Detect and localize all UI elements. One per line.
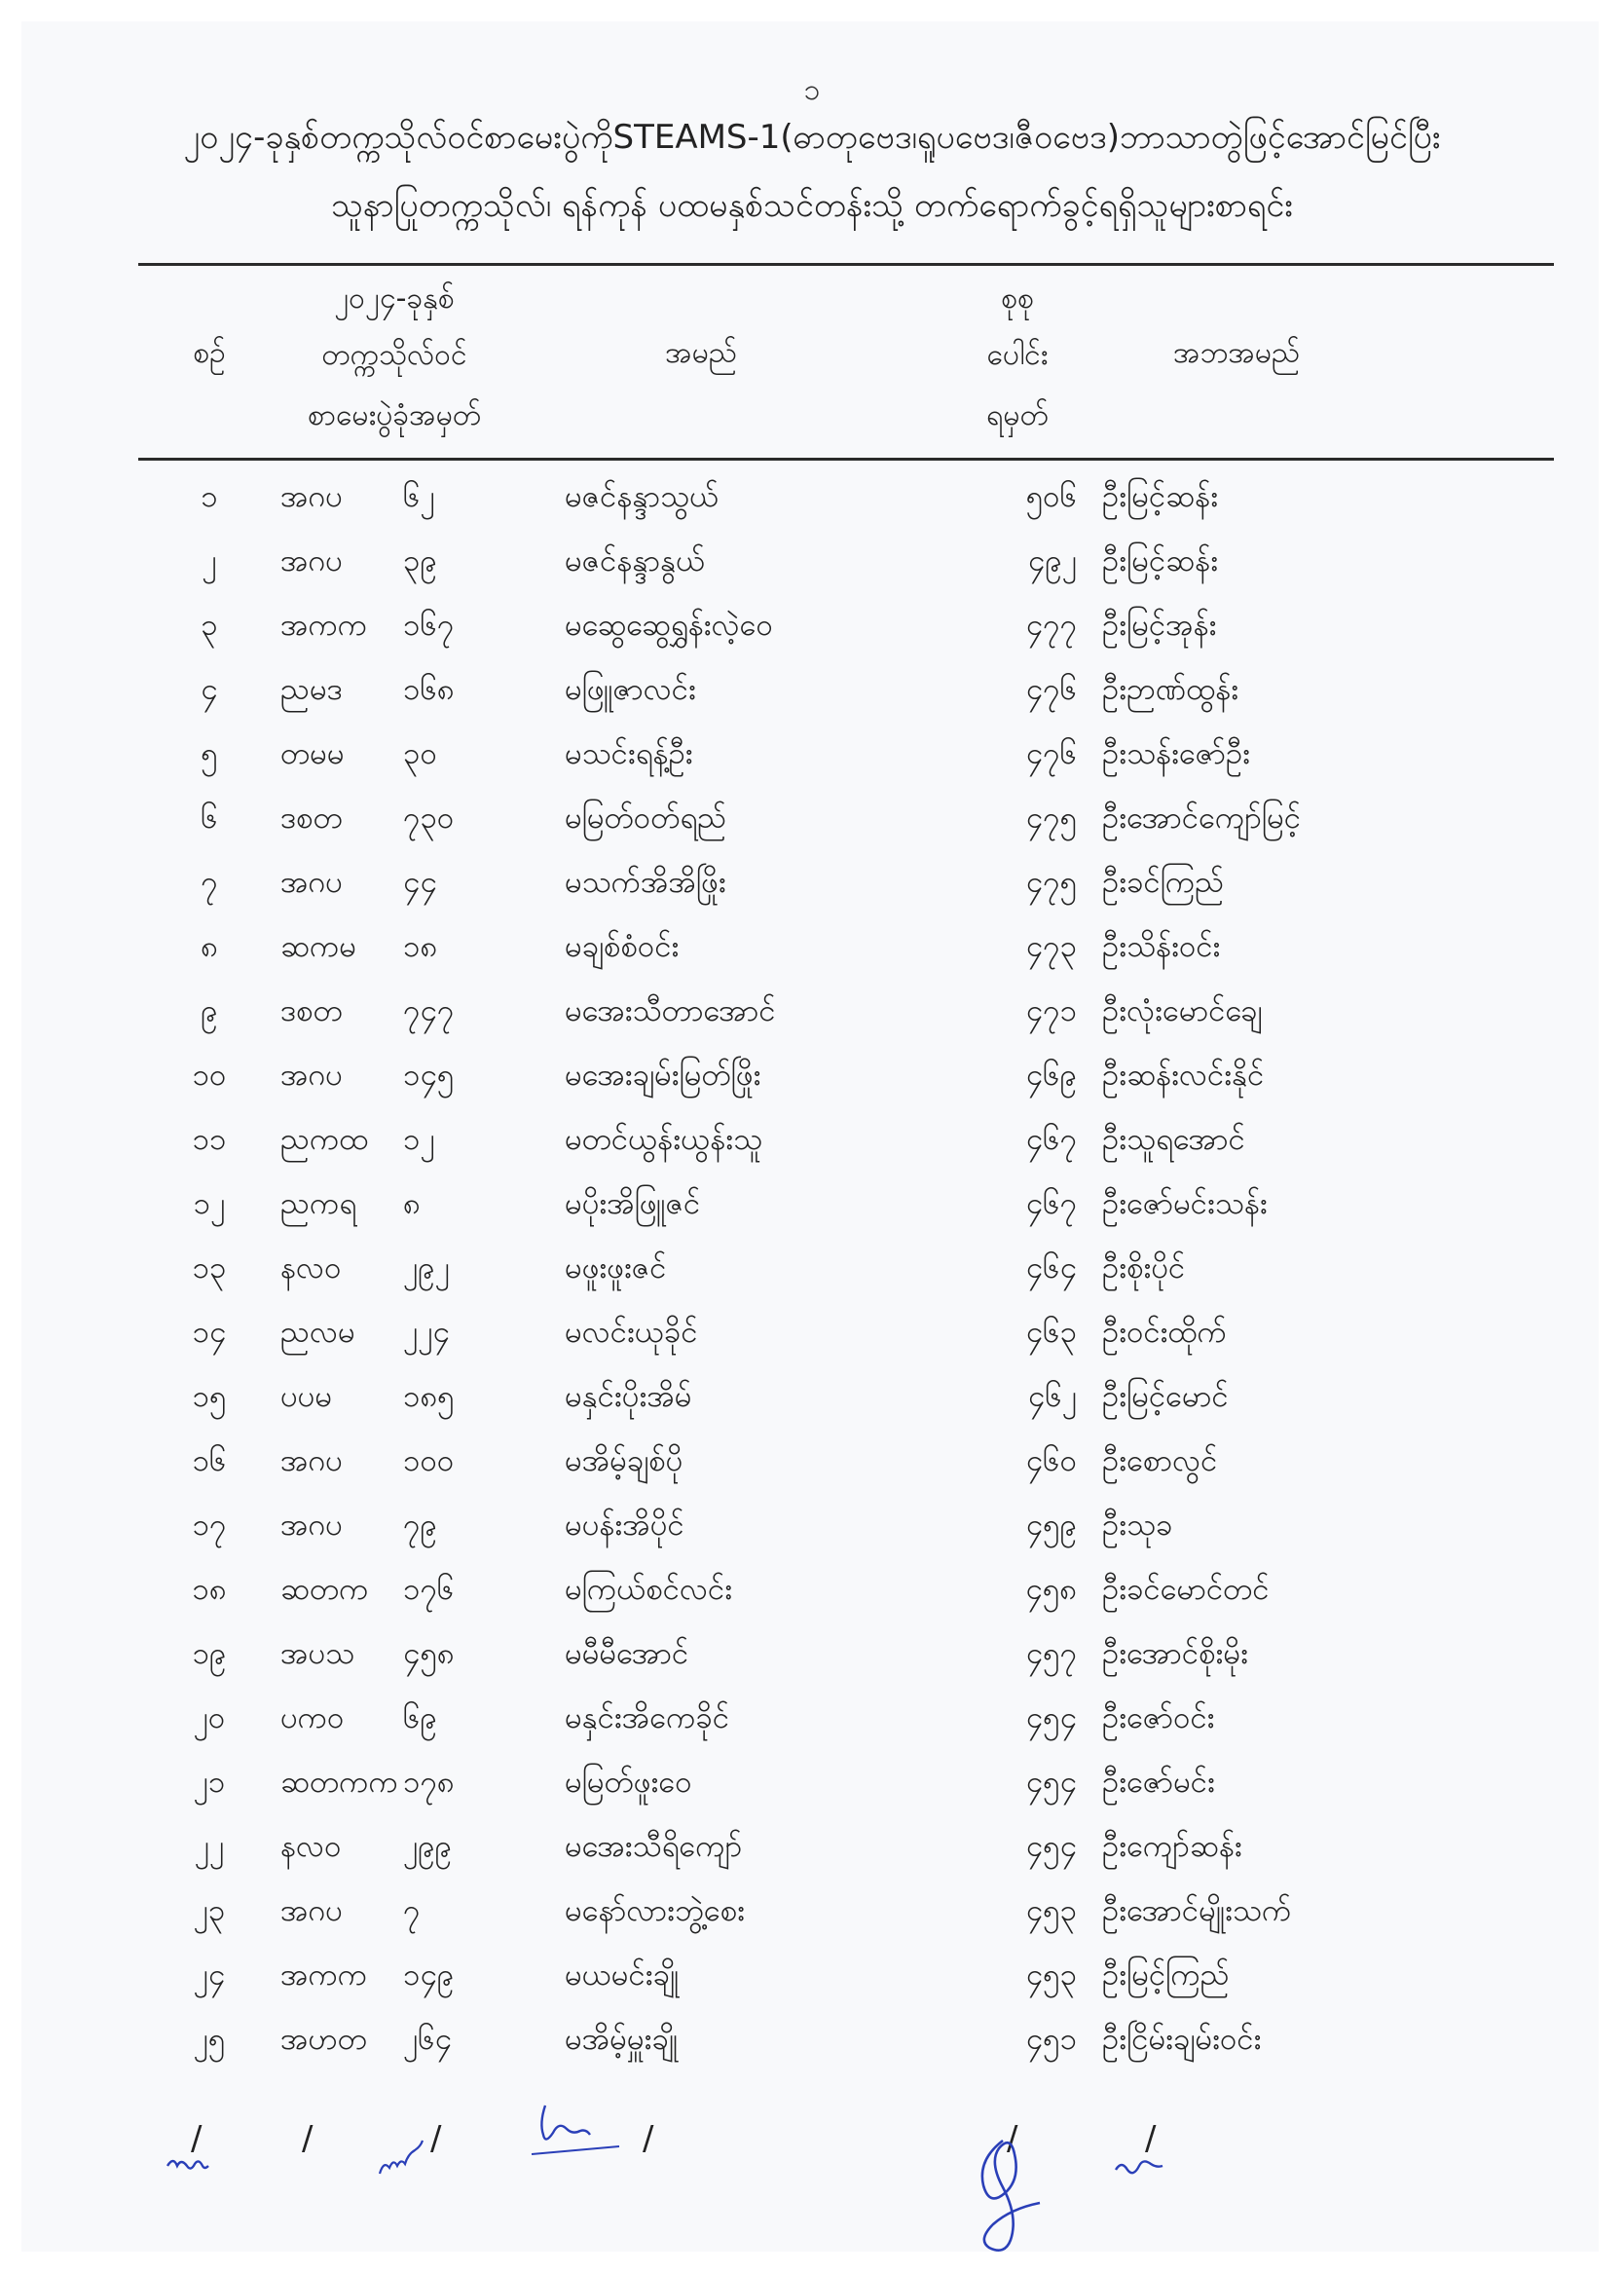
exam-center-code: အဂပ xyxy=(280,479,343,514)
table-row xyxy=(0,1237,1624,1301)
father-name: ဦးသုခ xyxy=(1102,1508,1173,1543)
total-score: ၄၇၆ xyxy=(1025,672,1077,707)
exam-seat-number: ၁၀၀ xyxy=(403,1443,455,1478)
serial-number: ၃ xyxy=(201,608,218,643)
serial-number: ၂၀ xyxy=(193,1700,226,1735)
student-name: မတင်ယွန်းယွန်းသူ xyxy=(565,1122,763,1157)
father-name: ဦးအောင်ကျော်မြင့် xyxy=(1102,801,1302,836)
serial-number: ၂၂ xyxy=(194,1829,225,1864)
exam-seat-number: ၁၈ xyxy=(403,929,438,964)
total-score: ၄၅၉ xyxy=(1025,1508,1077,1543)
exam-seat-number: ၁၄၅ xyxy=(403,1058,455,1093)
total-score: ၄၇၃ xyxy=(1025,929,1077,964)
header-score-line2: ပေါင်း xyxy=(986,338,1049,372)
total-score: ၄၅၈ xyxy=(1025,1572,1077,1607)
exam-seat-number: ၇၉ xyxy=(403,1508,437,1543)
student-name: မအေးချမ်းမြတ်ဖြိုး xyxy=(565,1058,761,1093)
exam-center-code: နလဝ xyxy=(280,1250,342,1286)
document-title-line2: သူနာပြုတက္ကသိုလ်၊ ရန်ကုန် ပထမနှစ်သင်တန်းသို့ တက်ရောက်ခွင့်ရရှိသူများစာရင်း xyxy=(331,186,1293,225)
serial-number: ၂၄ xyxy=(193,1957,226,1993)
serial-number: ၅ xyxy=(201,736,218,771)
exam-center-code: အဂပ xyxy=(280,1058,343,1093)
total-score: ၄၆၉ xyxy=(1025,1058,1077,1093)
father-name: ဦးမြင့်ကြည် xyxy=(1102,1957,1230,1993)
table-row xyxy=(0,1301,1624,1365)
total-score: ၄၇၁ xyxy=(1025,993,1077,1028)
total-score: ၄၅၁ xyxy=(1025,2022,1077,2057)
serial-number: ၂ xyxy=(202,543,217,578)
student-name: မနှင်းပိုးအိမ် xyxy=(565,1379,692,1414)
signature-slash: / xyxy=(191,2119,203,2158)
table-row xyxy=(0,1880,1624,1944)
total-score: ၄၉၂ xyxy=(1027,543,1077,578)
student-name: မဆွေဆွေရွှန်းလဲ့ဝေ xyxy=(565,608,773,643)
exam-seat-number: ၇၃၀ xyxy=(403,801,455,836)
father-name: ဦးခင်ကြည် xyxy=(1102,865,1225,900)
exam-center-code: အဂပ xyxy=(280,1893,343,1928)
table-header-rule xyxy=(138,458,1554,461)
table-row xyxy=(0,594,1624,658)
serial-number: ၄ xyxy=(201,672,218,707)
student-name: မကြယ်စင်လင်း xyxy=(565,1572,733,1607)
father-name: ဦးငြိမ်းချမ်းဝင်း xyxy=(1102,2022,1262,2057)
exam-center-code: ညလမ xyxy=(280,1315,355,1350)
student-name: မဖူးဖူးဇင် xyxy=(565,1250,667,1286)
exam-seat-number: ၆၂ xyxy=(403,479,435,514)
total-score: ၅၀၆ xyxy=(1025,479,1077,514)
exam-center-code: ဒစတ xyxy=(280,801,343,836)
signature-slash: / xyxy=(643,2119,654,2158)
exam-seat-number: ၁၂ xyxy=(403,1122,435,1157)
exam-seat-number: ၁၇၈ xyxy=(403,1765,455,1800)
header-exam-line1: ၂၀၂၄-ခုနှစ် xyxy=(334,281,455,316)
exam-seat-number: ၁၆၈ xyxy=(403,672,455,707)
student-name: မဖြူဇာလင်း xyxy=(565,672,696,707)
exam-seat-number: ၁၇၆ xyxy=(403,1572,455,1607)
table-row xyxy=(0,466,1624,530)
signature-slash: / xyxy=(430,2119,442,2158)
exam-center-code: အဂပ xyxy=(280,1508,343,1543)
exam-center-code: ညကထ xyxy=(280,1122,369,1157)
header-score-line1: စုစု xyxy=(1001,281,1034,316)
serial-number: ၁၁ xyxy=(192,1122,227,1157)
serial-number: ၁၀ xyxy=(192,1058,227,1093)
father-name: ဦးလုံးမောင်ချေ xyxy=(1102,993,1263,1028)
father-name: ဦးသန်းဇော်ဦး xyxy=(1102,736,1251,771)
father-name: ဦးအောင်မျိုးသက် xyxy=(1102,1893,1292,1928)
father-name: ဦးဇော်မင်း xyxy=(1102,1765,1215,1800)
exam-center-code: ညမဒ xyxy=(280,672,343,707)
exam-seat-number: ၁၆၇ xyxy=(403,608,455,643)
total-score: ၄၆၃ xyxy=(1025,1315,1077,1350)
table-row xyxy=(0,1494,1624,1558)
father-name: ဦးသူရအောင် xyxy=(1102,1122,1245,1157)
exam-seat-number: ၄၄ xyxy=(403,865,437,900)
serial-number: ၁၆ xyxy=(192,1443,227,1478)
document-title-line1: ၂၀၂၄-ခုနှစ်တက္ကသိုလ်ဝင်စာမေးပွဲကိုSTEAMS-1(ဓာတုဗေဒ၊ရူပဗေဒ၊ဇီဝဗေဒ)ဘာသာတွဲဖြင့်အောင်မြင်ပြီး xyxy=(183,118,1441,157)
father-name: ဦးသိန်းဝင်း xyxy=(1102,929,1221,964)
father-name: ဦးမြင့်ဆန်း xyxy=(1102,543,1219,578)
table-row xyxy=(0,1430,1624,1494)
table-row xyxy=(0,787,1624,851)
serial-number: ၉ xyxy=(201,993,218,1028)
exam-seat-number: ၃၉ xyxy=(403,543,437,578)
table-row xyxy=(0,1173,1624,1237)
total-score: ၄၆၄ xyxy=(1025,1250,1077,1286)
father-name: ဦးကျော်ဆန်း xyxy=(1102,1829,1242,1864)
total-score: ၄၅၃ xyxy=(1025,1893,1077,1928)
total-score: ၄၅၃ xyxy=(1025,1957,1077,1993)
signature-slash: / xyxy=(1007,2119,1018,2158)
table-row xyxy=(0,723,1624,787)
serial-number: ၂၅ xyxy=(193,2022,226,2057)
exam-seat-number: ၄၅၈ xyxy=(403,1636,455,1671)
serial-number: ၇ xyxy=(201,865,218,900)
exam-seat-number: ၃၀ xyxy=(403,736,437,771)
table-row xyxy=(0,1751,1624,1815)
exam-seat-number: ၂၉၉ xyxy=(403,1829,453,1864)
serial-number: ၁၅ xyxy=(192,1379,227,1414)
exam-center-code: နလဝ xyxy=(280,1829,342,1864)
table-row xyxy=(0,915,1624,980)
exam-center-code: ညကရ xyxy=(280,1186,357,1221)
total-score: ၄၅၇ xyxy=(1025,1636,1077,1671)
father-name: ဦးမြင့်အုန်း xyxy=(1102,608,1217,643)
exam-center-code: အကက xyxy=(280,608,368,643)
student-name: မမီမီအောင် xyxy=(565,1636,689,1671)
exam-center-code: ဆကမ xyxy=(280,929,357,964)
signature-slash: / xyxy=(302,2119,314,2158)
serial-number: ၁ xyxy=(201,479,218,514)
father-name: ဦးဉာဏ်ထွန်း xyxy=(1102,672,1239,707)
table-row xyxy=(0,1944,1624,2008)
exam-center-code: ဆတက xyxy=(280,1572,369,1607)
serial-number: ၁၂ xyxy=(193,1186,226,1221)
student-name: မချစ်စံဝင်း xyxy=(565,929,680,964)
signature-slash: / xyxy=(1145,2119,1157,2158)
serial-number: ၁၄ xyxy=(192,1315,227,1350)
header-exam-line3: စာမေးပွဲခုံအမှတ် xyxy=(307,398,482,432)
serial-number: ၁၇ xyxy=(192,1508,227,1543)
father-name: ဦးဝင်းထိုက် xyxy=(1102,1315,1227,1350)
serial-number: ၈ xyxy=(201,929,218,964)
header-serial: စဉ် xyxy=(193,336,226,370)
exam-seat-number: ၇၄၇ xyxy=(403,993,455,1028)
total-score: ၄၆၀ xyxy=(1025,1443,1077,1478)
student-name: မသက်အိအိဖြိုး xyxy=(565,865,726,900)
father-name: ဦးမြင့်ဆန်း xyxy=(1102,479,1219,514)
serial-number: ၂၁ xyxy=(193,1765,226,1800)
exam-center-code: ဒစတ xyxy=(280,993,343,1028)
total-score: ၄၆၇ xyxy=(1025,1186,1077,1221)
student-name: မပိုးအိဖြူဇင် xyxy=(565,1186,701,1221)
exam-center-code: အပသ xyxy=(280,1636,355,1671)
table-top-rule xyxy=(138,263,1554,266)
student-name: မအိမ့်မှူးချို xyxy=(565,2022,679,2057)
exam-seat-number: ၁၈၅ xyxy=(403,1379,455,1414)
exam-seat-number: ၇ xyxy=(403,1893,421,1928)
exam-seat-number: ၈ xyxy=(403,1186,421,1221)
exam-center-code: ပကဝ xyxy=(280,1700,345,1735)
serial-number: ၆ xyxy=(201,801,218,836)
exam-seat-number: ၂၆၄ xyxy=(403,2022,453,2057)
table-row xyxy=(0,1687,1624,1751)
student-name: မလင်းယုခိုင် xyxy=(565,1315,698,1350)
student-name: မနော်လားဘွဲ့စေး xyxy=(565,1893,746,1928)
father-name: ဦးဆန်းလင်းနိုင် xyxy=(1102,1058,1265,1093)
serial-number: ၁၉ xyxy=(192,1636,227,1671)
exam-center-code: အဂပ xyxy=(280,543,343,578)
page-number: ၁ xyxy=(803,73,821,107)
table-row xyxy=(0,1044,1624,1108)
student-name: မမြတ်ဝတ်ရည် xyxy=(565,801,727,836)
table-row xyxy=(0,1558,1624,1622)
header-father-name: အဘအမည် xyxy=(1172,336,1301,370)
table-row xyxy=(0,530,1624,594)
header-name: အမည် xyxy=(665,336,737,370)
table-row xyxy=(0,1365,1624,1430)
student-name: မနှင်းအိကေခိုင် xyxy=(565,1700,730,1735)
student-name: မဇင်နန္ဒာနွယ် xyxy=(565,543,706,578)
serial-number: ၂၃ xyxy=(193,1893,226,1928)
header-exam-line2: တက္ကသိုလ်ဝင် xyxy=(321,338,467,372)
table-row xyxy=(0,1622,1624,1687)
table-row xyxy=(0,2008,1624,2072)
father-name: ဦးမြင့်မောင် xyxy=(1102,1379,1229,1414)
student-name: မယမင်းချို xyxy=(565,1957,680,1993)
handwritten-signature xyxy=(968,2121,1065,2257)
serial-number: ၁၈ xyxy=(192,1572,227,1607)
father-name: ဦးအောင်စိုးမိုး xyxy=(1102,1636,1248,1671)
serial-number: ၁၃ xyxy=(192,1250,227,1286)
exam-center-code: အဂပ xyxy=(280,865,343,900)
exam-center-code: အဟတ xyxy=(280,2022,367,2057)
exam-seat-number: ၂၂၄ xyxy=(403,1315,450,1350)
student-name: မအေးသီရိကျော် xyxy=(565,1829,743,1864)
total-score: ၄၅၄ xyxy=(1025,1700,1077,1735)
total-score: ၄၇၅ xyxy=(1025,865,1077,900)
student-name: မသင်းရန့်ဦး xyxy=(565,736,693,771)
exam-center-code: ပပမ xyxy=(280,1379,333,1414)
father-name: ဦးစိုးပိုင် xyxy=(1102,1250,1186,1286)
father-name: ဦးဇော်ဝင်း xyxy=(1102,1700,1215,1735)
table-row xyxy=(0,658,1624,723)
table-row xyxy=(0,980,1624,1044)
student-name: မမြတ်ဖူးဝေ xyxy=(565,1765,692,1800)
exam-seat-number: ၂၉၂ xyxy=(403,1250,450,1286)
table-row xyxy=(0,1108,1624,1173)
student-name: မအေးသီတာအောင် xyxy=(565,993,776,1028)
father-name: ဦးခင်မောင်တင် xyxy=(1102,1572,1270,1607)
exam-center-code: အဂပ xyxy=(280,1443,343,1478)
total-score: ၄၇၇ xyxy=(1025,608,1077,643)
student-name: မပန်းအိပိုင် xyxy=(565,1508,684,1543)
table-row xyxy=(0,1815,1624,1880)
total-score: ၄၆၂ xyxy=(1027,1379,1077,1414)
total-score: ၄၇၆ xyxy=(1025,736,1077,771)
exam-center-code: အကက xyxy=(280,1957,368,1993)
exam-seat-number: ၆၉ xyxy=(403,1700,437,1735)
handwritten-signature xyxy=(526,2098,633,2166)
header-score-line3: ရမှတ် xyxy=(986,398,1049,432)
total-score: ၄၅၄ xyxy=(1025,1765,1077,1800)
total-score: ၄၆၇ xyxy=(1025,1122,1077,1157)
handwritten-initial xyxy=(164,2148,212,2178)
student-name: မဇင်နန္ဒာသွယ် xyxy=(565,479,720,514)
exam-seat-number: ၁၄၉ xyxy=(403,1957,455,1993)
exam-center-code: ဆတကက xyxy=(280,1765,398,1800)
father-name: ဦးဇော်မင်းသန်း xyxy=(1102,1186,1268,1221)
father-name: ဦးစောလွင် xyxy=(1102,1443,1218,1478)
student-name: မအိမ့်ချစ်ပို xyxy=(565,1443,683,1478)
total-score: ၄၇၅ xyxy=(1025,801,1077,836)
handwritten-initial xyxy=(374,2135,428,2181)
exam-center-code: တမမ xyxy=(280,736,345,771)
handwritten-initial xyxy=(1110,2148,1168,2187)
table-row xyxy=(0,851,1624,915)
total-score: ၄၅၄ xyxy=(1025,1829,1077,1864)
